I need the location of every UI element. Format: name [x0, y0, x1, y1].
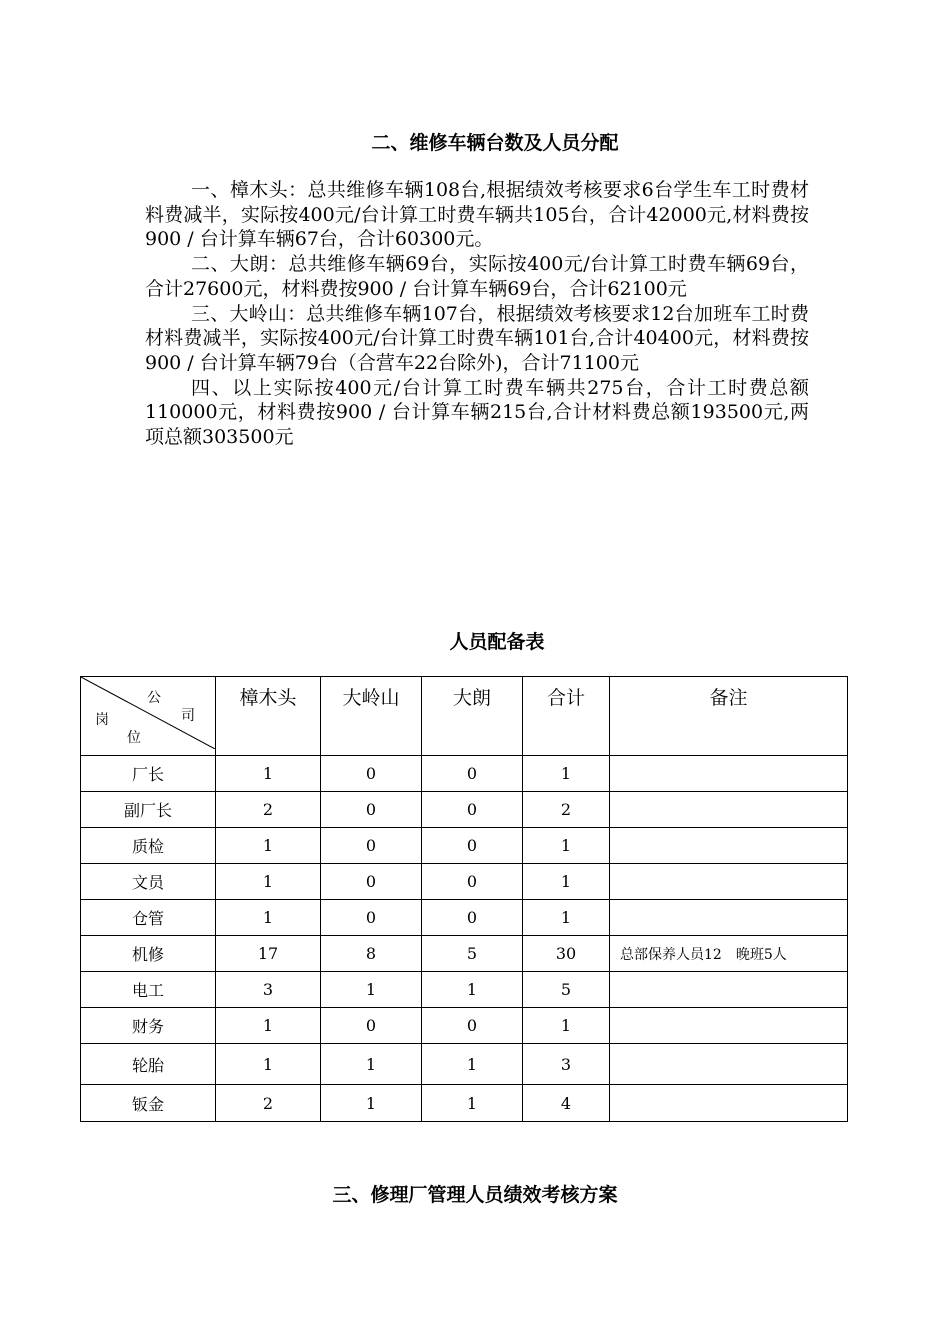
section-two-title: 二、维修车辆台数及人员分配 — [371, 132, 619, 154]
zhangmutou-cell: 1 — [216, 864, 321, 900]
total-cell: 4 — [523, 1085, 610, 1122]
zhangmutou-cell: 1 — [216, 1044, 321, 1085]
diagonal-header — [81, 677, 215, 749]
header-total: 合计 — [523, 677, 610, 756]
dalingshan-cell: 0 — [321, 792, 422, 828]
dalang-cell: 0 — [422, 1008, 523, 1044]
table-row — [81, 756, 848, 792]
note-cell — [610, 756, 848, 792]
paragraph-dalang: 二、大朗：总共维修车辆69台，实际按400元/台计算工时费车辆69台，合计27600元，材料费按900 / 台计算车辆69台，合计62100元 — [145, 253, 809, 300]
post-cell: 仓管 — [81, 900, 216, 936]
table-row — [81, 936, 848, 972]
dalang-cell: 5 — [422, 936, 523, 972]
dalingshan-cell: 1 — [321, 1044, 422, 1085]
dalingshan-cell: 0 — [321, 756, 422, 792]
dalingshan-cell: 0 — [321, 864, 422, 900]
paragraph-dalingshan: 三、大岭山：总共维修车辆107台，根据绩效考核要求12台加班车工时费材料费减半，实际按400元/台计算工时费车辆101台,合计40400元，材料费按900 / 台计算车辆79台（合营车22台除外)，合计71100元 — [145, 302, 809, 374]
note-cell — [610, 864, 848, 900]
zhangmutou-cell: 3 — [216, 972, 321, 1008]
post-cell: 钣金 — [81, 1085, 216, 1122]
table-title: 人员配备表 — [449, 631, 545, 653]
total-cell: 1 — [523, 900, 610, 936]
total-cell: 5 — [523, 972, 610, 1008]
zhangmutou-cell: 17 — [216, 936, 321, 972]
table-row — [81, 828, 848, 864]
table-row — [81, 1085, 848, 1122]
dalang-cell: 0 — [422, 900, 523, 936]
post-cell: 文员 — [81, 864, 216, 900]
corner-label-right: 司 — [181, 708, 195, 724]
dalang-cell: 1 — [422, 972, 523, 1008]
total-cell: 30 — [523, 936, 610, 972]
dalang-cell: 0 — [422, 828, 523, 864]
dalang-cell: 0 — [422, 756, 523, 792]
dalingshan-cell: 0 — [321, 900, 422, 936]
zhangmutou-cell: 2 — [216, 792, 321, 828]
post-cell: 副厂长 — [81, 792, 216, 828]
staff-table — [80, 676, 848, 1122]
paragraph-summary: 四、以上实际按400元/台计算工时费车辆共275台，合计工时费总额110000元，材料费按900 / 台计算车辆215台,合计材料费总额193500元,两项总额303500元 — [145, 376, 809, 449]
dalingshan-cell: 8 — [321, 936, 422, 972]
corner-label-bottom: 位 — [127, 730, 141, 746]
post-cell: 电工 — [81, 972, 216, 1008]
paragraph-zhangmutou: 一、樟木头：总共维修车辆108台,根据绩效考核要求6台学生车工时费材料费减半，实际按400元/台计算工时费车辆共105台，合计42000元,材料费按900 / 台计算车辆67台，合计60300元。 — [145, 179, 809, 251]
zhangmutou-cell: 1 — [216, 1008, 321, 1044]
dalingshan-cell: 1 — [321, 1085, 422, 1122]
header-dalingshan: 大岭山 — [321, 677, 422, 756]
post-cell: 机修 — [81, 936, 216, 972]
post-cell: 厂长 — [81, 756, 216, 792]
dalang-cell: 0 — [422, 864, 523, 900]
note-cell — [610, 900, 848, 936]
header-dalang: 大朗 — [422, 677, 523, 756]
section-three-title: 三、修理厂管理人员绩效考核方案 — [332, 1184, 618, 1206]
table-row — [81, 900, 848, 936]
note-cell — [610, 1008, 848, 1044]
table-row — [81, 864, 848, 900]
post-cell: 轮胎 — [81, 1044, 216, 1085]
note-cell — [610, 972, 848, 1008]
corner-label-left: 岗 — [95, 712, 109, 728]
note-cell: 总部保养人员12 晚班5人 — [610, 936, 848, 972]
note-cell — [610, 792, 848, 828]
zhangmutou-cell: 2 — [216, 1085, 321, 1122]
total-cell: 1 — [523, 864, 610, 900]
total-cell: 2 — [523, 792, 610, 828]
table-header-row — [81, 677, 848, 756]
note-cell — [610, 828, 848, 864]
table-row — [81, 972, 848, 1008]
total-cell: 3 — [523, 1044, 610, 1085]
dalang-cell: 0 — [422, 792, 523, 828]
corner-label-top: 公 — [147, 690, 161, 706]
zhangmutou-cell: 1 — [216, 900, 321, 936]
dalingshan-cell: 0 — [321, 1008, 422, 1044]
table-row — [81, 1008, 848, 1044]
dalingshan-cell: 0 — [321, 828, 422, 864]
zhangmutou-cell: 1 — [216, 828, 321, 864]
header-note: 备注 — [610, 677, 848, 756]
distribution-text — [145, 178, 809, 450]
corner-header-cell — [81, 677, 216, 756]
header-zhangmutou: 樟木头 — [216, 677, 321, 756]
dalingshan-cell: 1 — [321, 972, 422, 1008]
table-row — [81, 1044, 848, 1085]
zhangmutou-cell: 1 — [216, 756, 321, 792]
total-cell: 1 — [523, 1008, 610, 1044]
note-cell — [610, 1085, 848, 1122]
total-cell: 1 — [523, 828, 610, 864]
note-cell — [610, 1044, 848, 1085]
dalang-cell: 1 — [422, 1044, 523, 1085]
post-cell: 财务 — [81, 1008, 216, 1044]
total-cell: 1 — [523, 756, 610, 792]
post-cell: 质检 — [81, 828, 216, 864]
table-row — [81, 792, 848, 828]
dalang-cell: 1 — [422, 1085, 523, 1122]
